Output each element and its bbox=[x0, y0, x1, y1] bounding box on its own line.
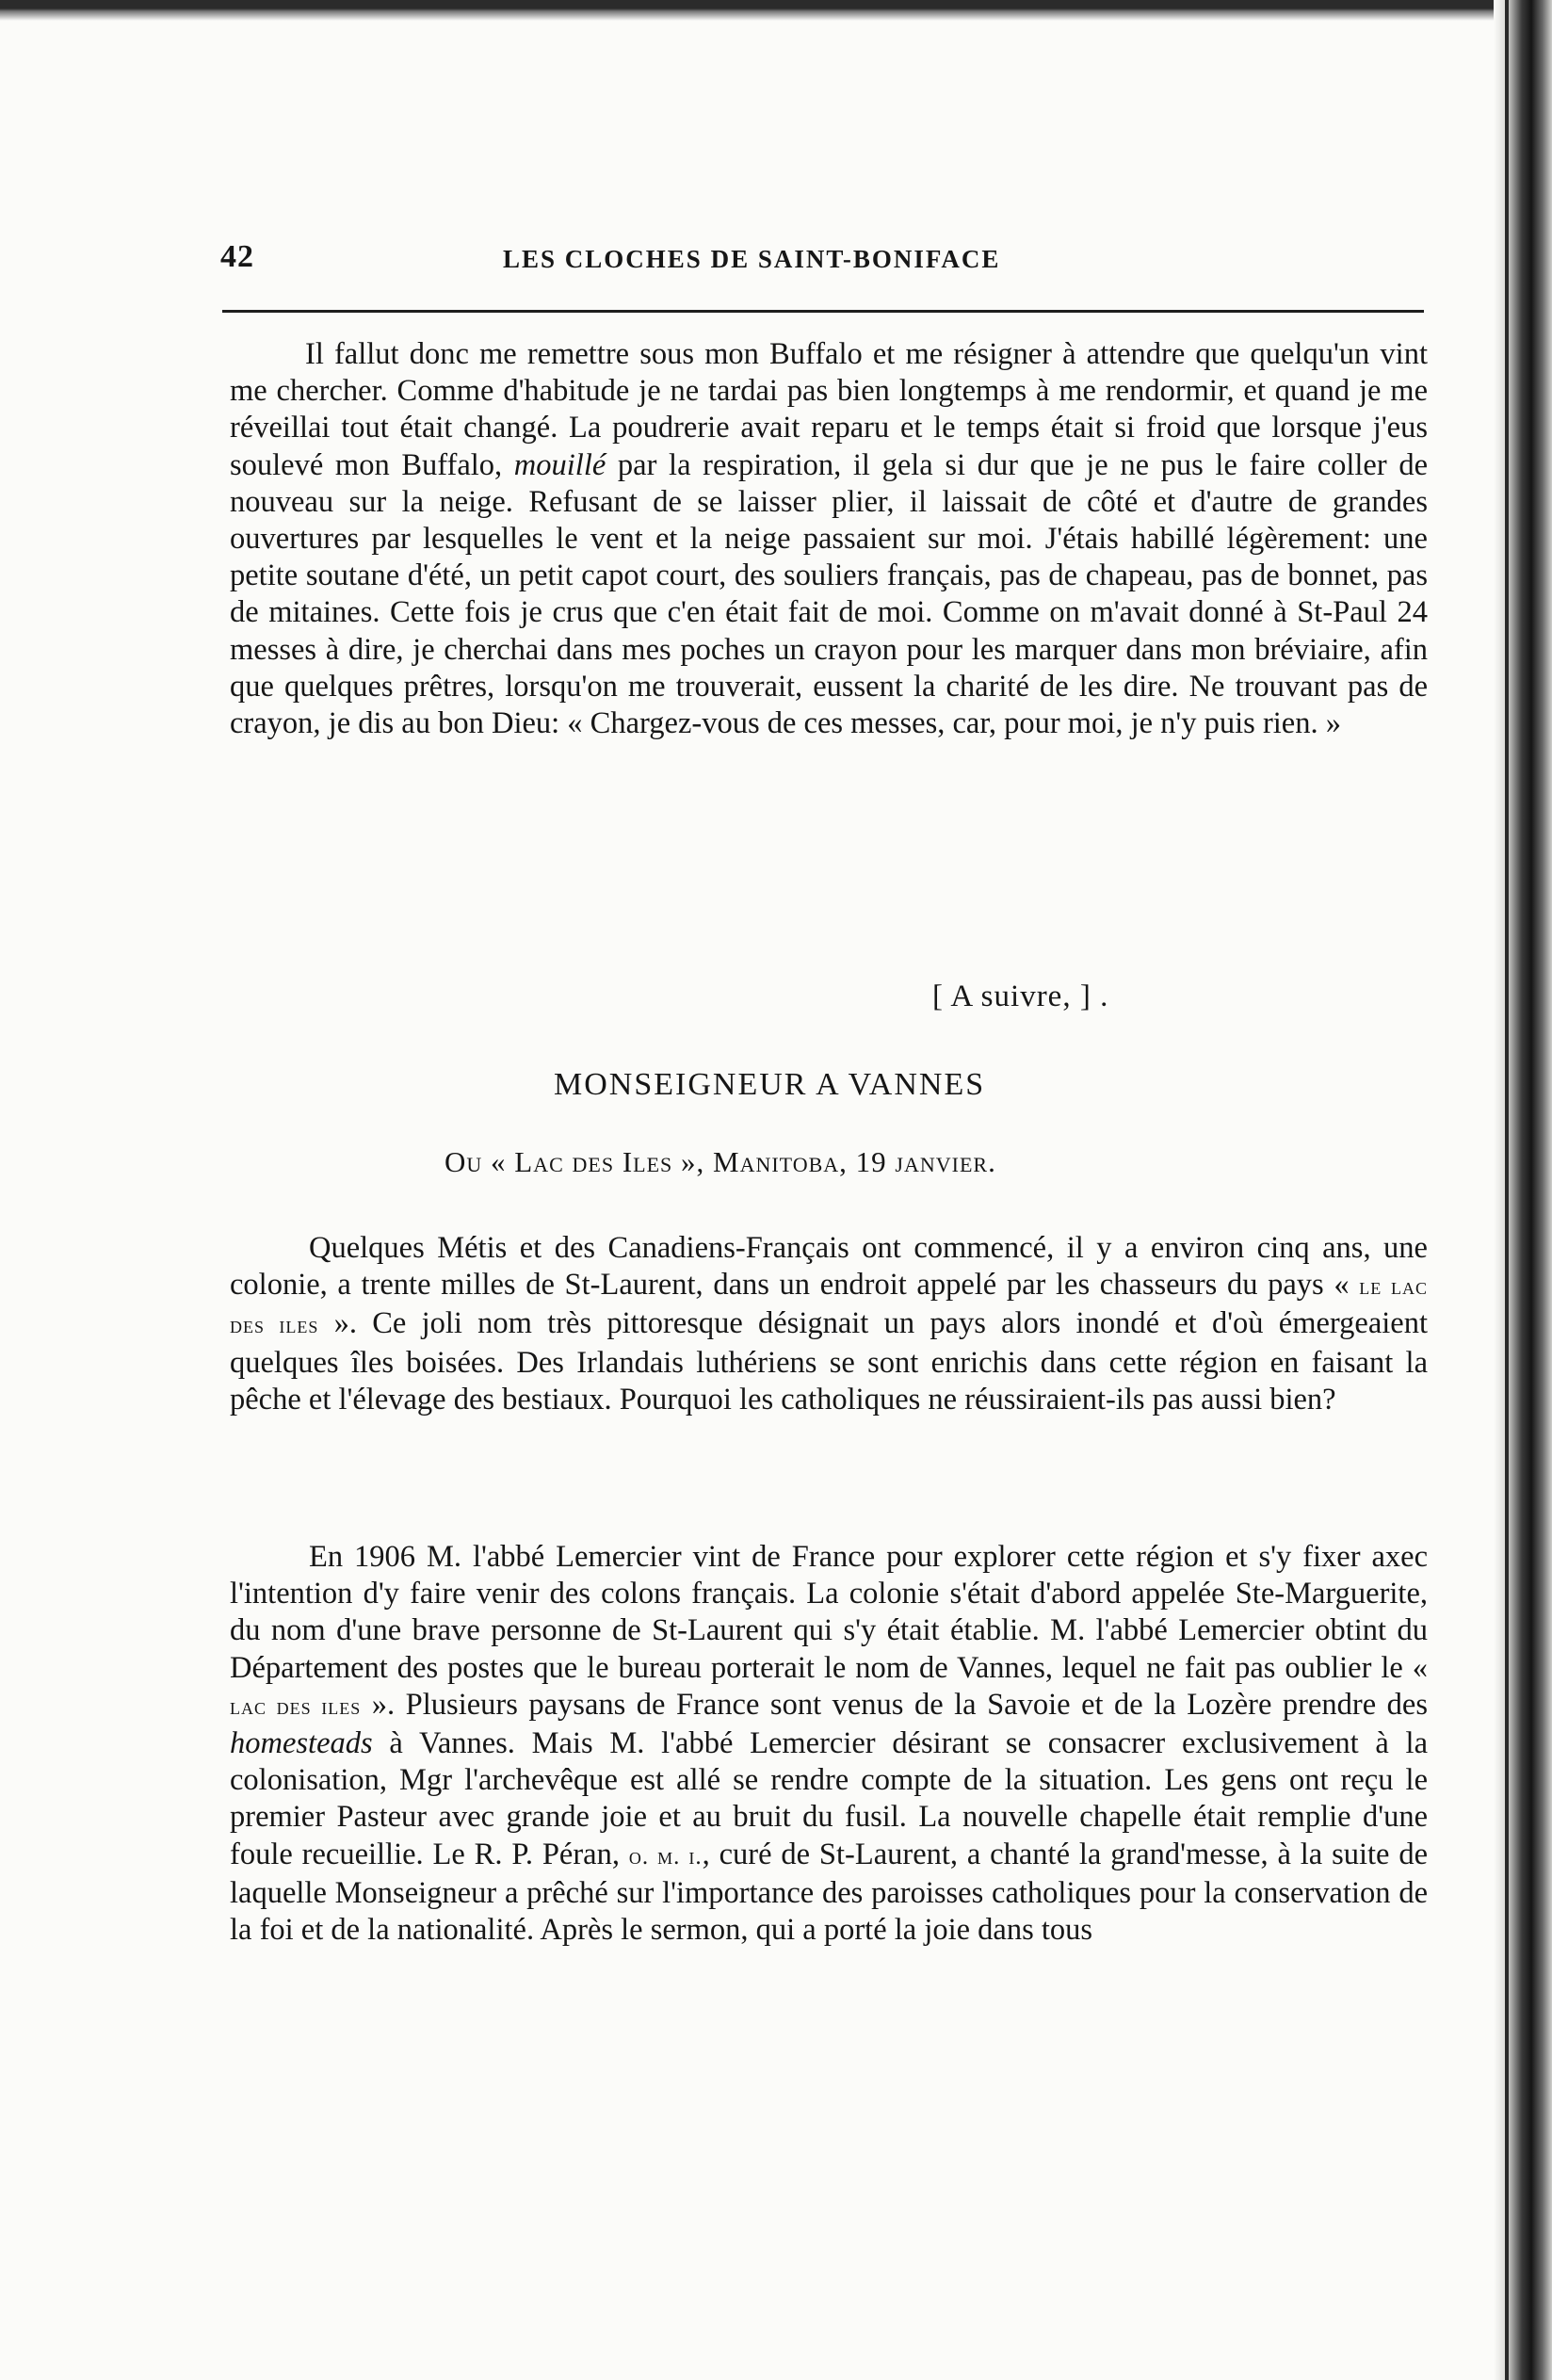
to-be-continued-note: [ A suivre, ] . bbox=[932, 980, 1109, 1013]
text-run: Quelques Métis et des Canadiens-Français ont commencé, il y a environ cinq ans, une colonie, a trente milles de St-Laurent, dans un endroit appelé par les chasseurs du pays « bbox=[230, 1231, 1428, 1303]
italic-word: mouillé bbox=[513, 447, 606, 482]
text-run: , curé de St-Laurent, a chanté la grand'messe, à la suite de laquelle Monseigneur a prêché sur l'importance des paroisses catholiques pour la conservation de la foi et de la nationalité. Après le sermon, qui a porté la joie dans tous bbox=[230, 1837, 1429, 1948]
scan-top-edge bbox=[0, 0, 1552, 21]
italic-word: homesteads bbox=[230, 1726, 373, 1761]
page-header bbox=[220, 239, 1426, 286]
text-run: En 1906 M. l'abbé Lemercier vint de France pour explorer cette région et s'y fixer axec l'intention d'y faire venir des colons français. La colonie s'était d'abord appelée Ste-Marguerite, du nom d'une brave personne de St-Laurent qui s'y était établie. M. l'abbé Lemercier obtint du Département des postes que le bureau porterait le nom de Vannes, lequel ne fait pas oublier le « bbox=[230, 1540, 1428, 1685]
article-paragraph-1 bbox=[230, 1230, 1428, 1418]
article-dateline: Ou « Lac des Iles », Manitoba, 19 janvier. bbox=[445, 1145, 996, 1178]
text-run: Il fallut donc me remettre sous mon Buffalo et me résigner à attendre que quelqu'un vint me chercher. Comme d'habitude je ne tardai pas bien longtemps à me rendormir, et quand je me réveillai tout était changé. La poudrerie avait reparu et le temps était si froid que lorsque j'eus soulevé mon Buffalo, bbox=[230, 337, 1428, 482]
text-run: à Vannes. Mais M. l'abbé Lemercier désirant se consacrer exclusivement à la colonisation, Mgr l'archevêque est allé se rendre compte de la situation. Les gens ont reçu le premier Pasteur avec grande joie et au bruit du fusil. La nouvelle chapelle était remplie d'une foule recueillie. Le R. P. Péran, bbox=[230, 1726, 1428, 1871]
text-run: par la respiration, il gela si dur que je ne pus le faire coller de nouveau sur la neige. Refusant de se laisser plier, il laissait de côté et d'autre de grandes ouvertures par lesquelles le vent et la neige passaient sur moi. J'étais habillé légèrement: une petite soutane d'été, un petit capot court, des souliers français, pas de chapeau, pas de bonnet, pas de mitaines. Cette fois je crus que c'en était fait de moi. Comme on m'avait donné à St-Paul 24 messes à dire, je cherchai dans mes poches un crayon pour les marquer dans mon bréviaire, afin que quelques prêtres, lorsqu'on me trouverait, eussent la charité de les dire. Ne trouvant pas de crayon, je dis au bon Dieu: « Chargez-vous de ces messes, car, pour moi, je n'y puis rien. » bbox=[230, 447, 1428, 741]
text-run: ». Plusieurs paysans de France sont venus de la Savoie et de la Lozère prendre des bbox=[361, 1687, 1428, 1722]
scan-binding-line bbox=[1505, 0, 1509, 2380]
small-caps-place-name: lac des iles bbox=[230, 1693, 362, 1720]
small-caps-place-name: le lac des iles bbox=[230, 1274, 1429, 1339]
article-title: MONSEIGNEUR A VANNES bbox=[554, 1067, 986, 1102]
small-caps-order-initials: o. m. i. bbox=[628, 1843, 703, 1870]
text-run: ». Ce joli nom très pittoresque désignait un pays alors inondé et d'où émergeaient quelques îles boisées. Des Irlandais luthériens se sont enrichis dans cette région en faisant la pêche et l'élevage des bestiaux. Pourquoi les catholiques ne réussiraient-ils pas aussi bien? bbox=[230, 1306, 1429, 1417]
continued-paragraph bbox=[230, 336, 1428, 742]
page-number: 42 bbox=[220, 239, 254, 274]
header-rule bbox=[222, 310, 1424, 313]
article-paragraph-2 bbox=[230, 1539, 1428, 1949]
running-title: LES CLOCHES DE SAINT-BONIFACE bbox=[503, 245, 1001, 273]
scan-binding-edge bbox=[1494, 0, 1552, 2380]
